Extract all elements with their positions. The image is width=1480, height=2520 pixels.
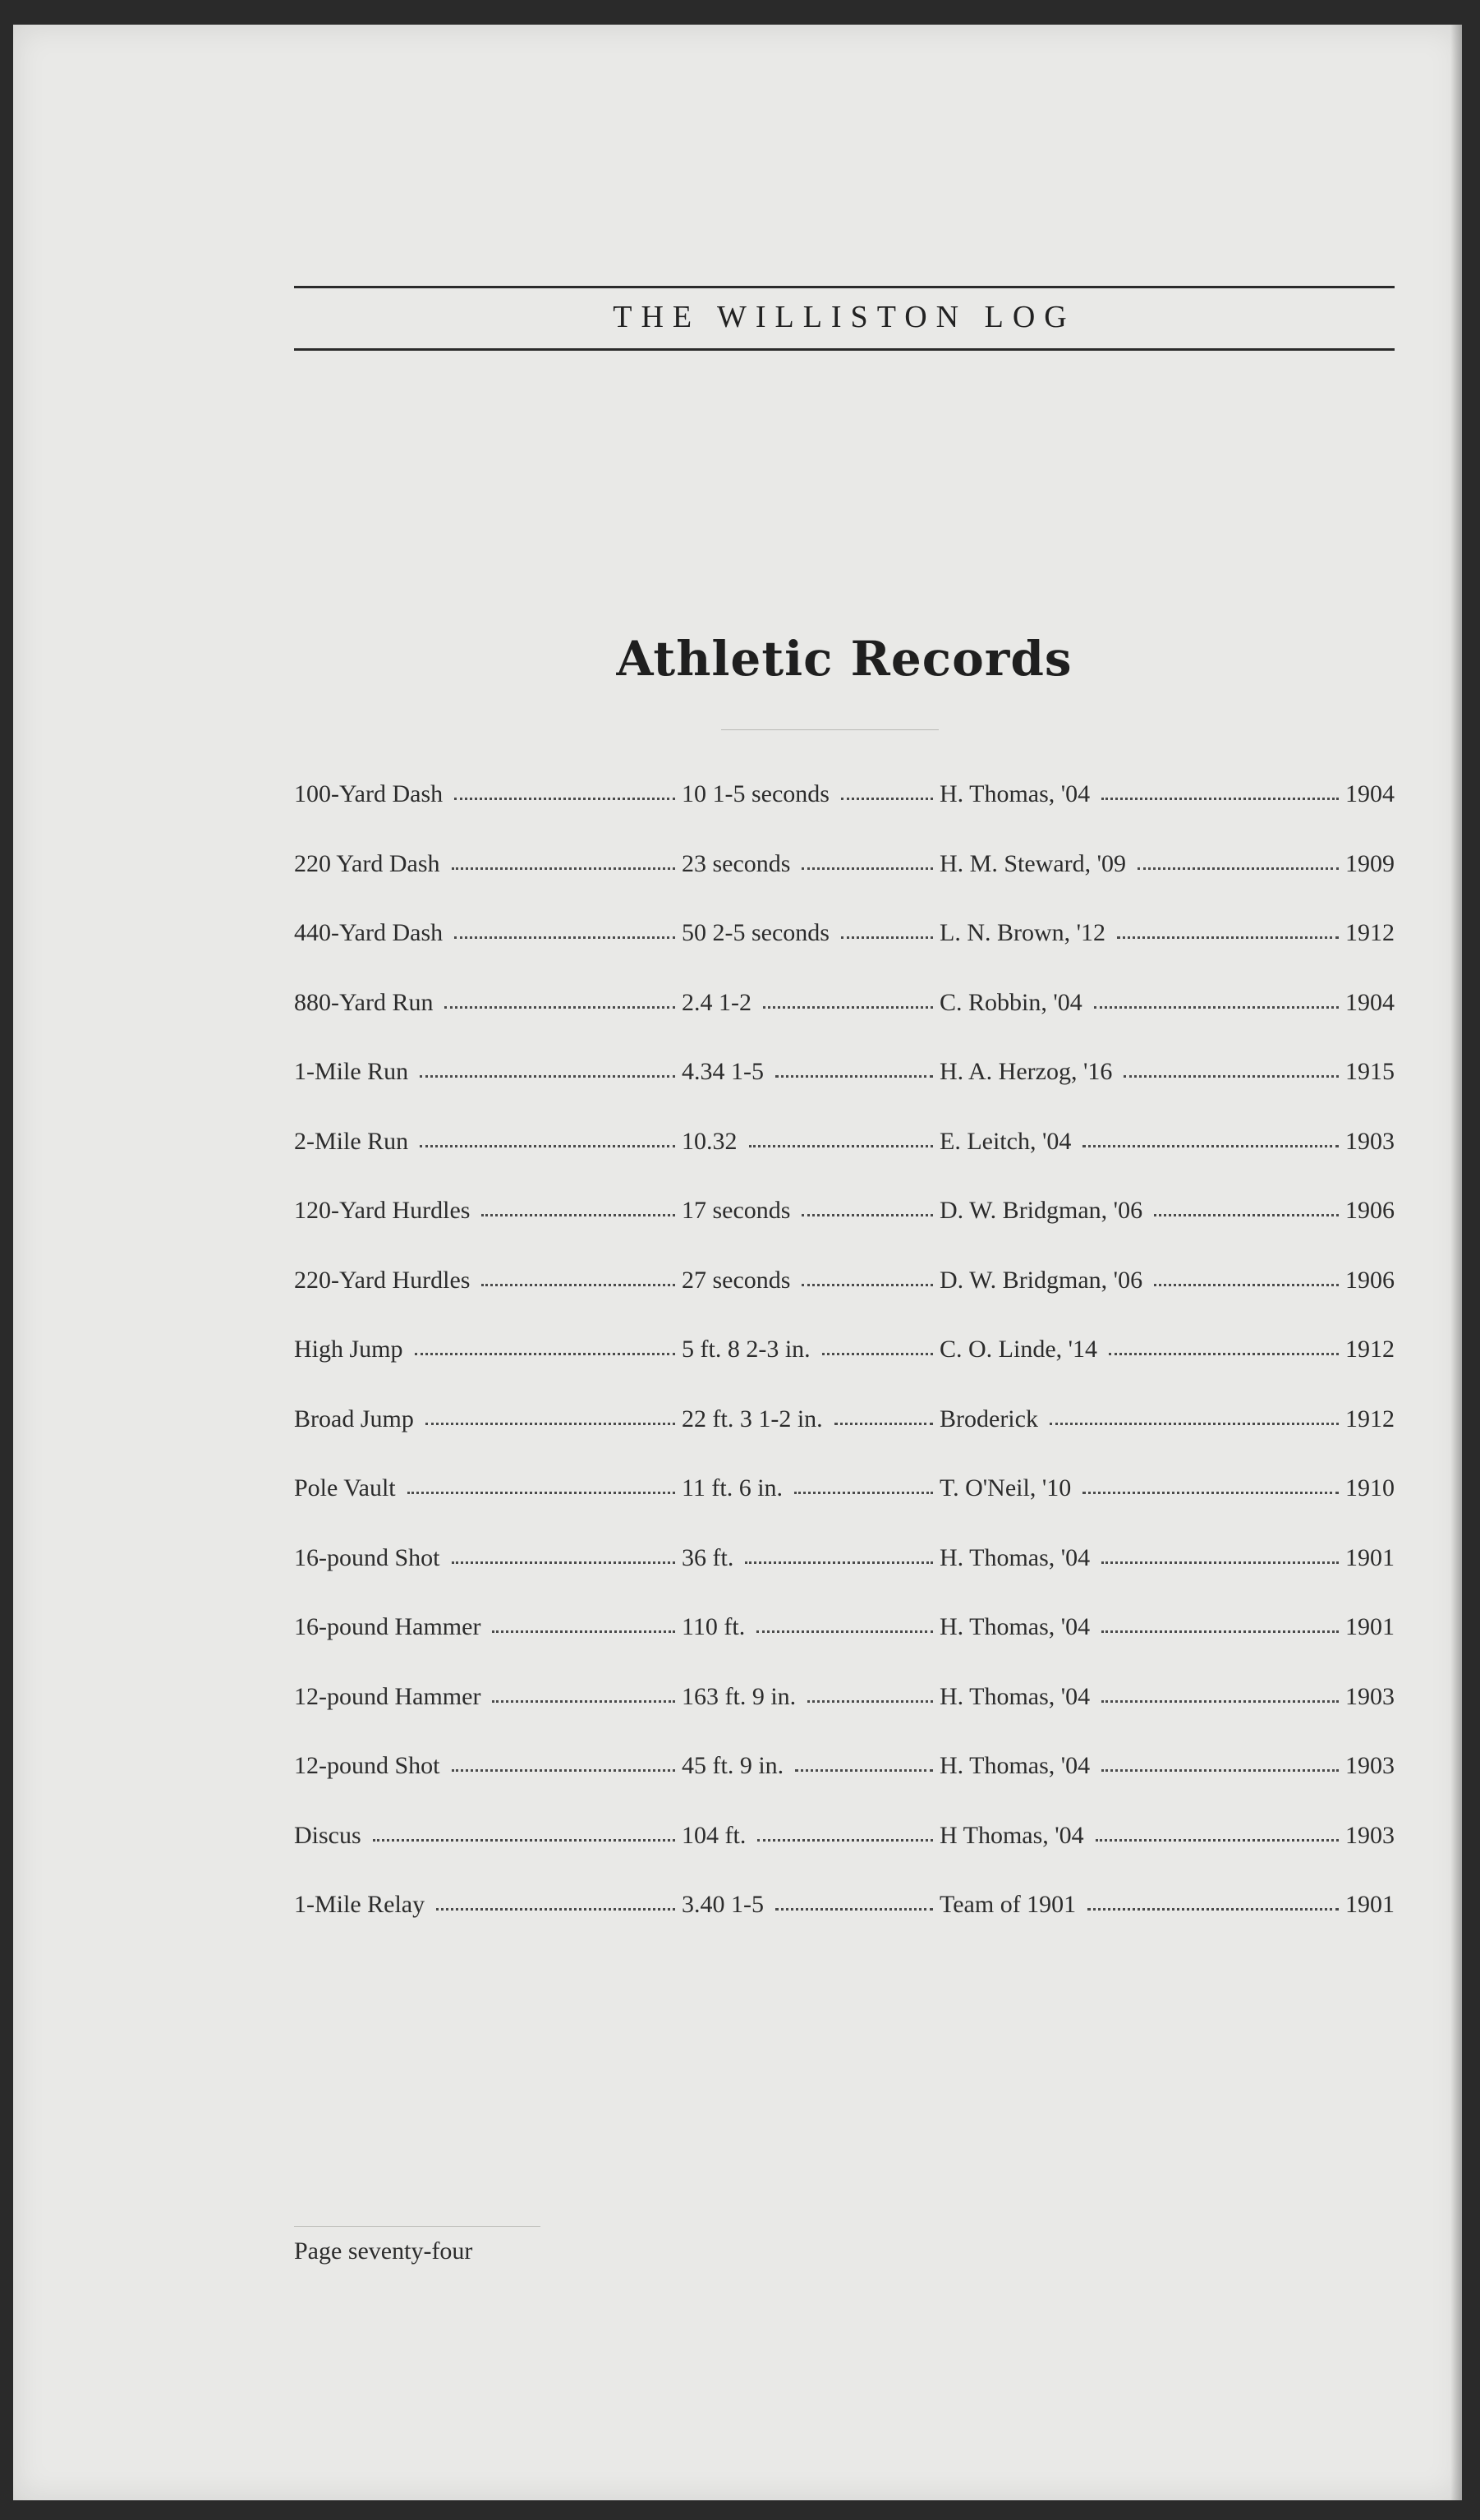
- record-holder: H. A. Herzog, '16: [940, 1058, 1113, 1085]
- running-head: THE WILLISTON LOG: [613, 300, 1076, 334]
- dot-leader: [436, 1908, 675, 1911]
- dot-leader: [757, 1839, 933, 1842]
- dot-leader: [841, 936, 933, 939]
- dot-leader: [420, 1145, 675, 1147]
- record-year: 1912: [1345, 1405, 1395, 1432]
- record-holder: Broderick: [940, 1405, 1038, 1432]
- record-value: 163 ft. 9 in.: [682, 1682, 797, 1710]
- record-value: 3.40 1-5: [682, 1891, 764, 1918]
- record-row: [294, 1752, 1395, 1822]
- record-value: 50 2-5 seconds: [682, 919, 830, 946]
- record-year: 1903: [1345, 1821, 1395, 1849]
- dot-leader: [841, 798, 933, 800]
- dot-leader: [425, 1423, 675, 1425]
- record-event: 1-Mile Relay: [294, 1891, 425, 1918]
- record-value: 17 seconds: [682, 1197, 791, 1224]
- record-year: 1903: [1345, 1752, 1395, 1779]
- record-year: 1906: [1345, 1197, 1395, 1224]
- record-year: 1903: [1345, 1682, 1395, 1710]
- record-holder: H. Thomas, '04: [940, 1543, 1091, 1571]
- dot-leader: [834, 1423, 933, 1425]
- record-year: 1915: [1345, 1058, 1395, 1085]
- record-value: 110 ft.: [682, 1613, 746, 1640]
- record-event: Discus: [294, 1821, 361, 1849]
- record-event: 440-Yard Dash: [294, 919, 444, 946]
- record-value: 27 seconds: [682, 1266, 791, 1294]
- dot-leader: [802, 1284, 933, 1286]
- dot-leader: [756, 1630, 933, 1633]
- record-value: 5 ft. 8 2-3 in.: [682, 1336, 811, 1363]
- dot-leader: [745, 1561, 933, 1564]
- record-year: 1904: [1345, 780, 1395, 807]
- dot-leader: [807, 1700, 933, 1703]
- record-event: 16-pound Shot: [294, 1543, 440, 1571]
- dot-leader: [1050, 1423, 1339, 1425]
- dot-leader: [1082, 1145, 1339, 1147]
- dot-leader: [420, 1075, 675, 1078]
- record-year: 1904: [1345, 988, 1395, 1016]
- dot-leader: [1101, 1769, 1339, 1772]
- record-event: 220-Yard Hurdles: [294, 1266, 471, 1294]
- record-holder: C. Robbin, '04: [940, 988, 1082, 1016]
- dot-leader: [454, 798, 675, 800]
- record-event: 880-Yard Run: [294, 988, 434, 1016]
- record-row: [294, 919, 1395, 989]
- dot-leader: [749, 1145, 933, 1147]
- record-event: 100-Yard Dash: [294, 780, 444, 807]
- record-row: [294, 1128, 1395, 1198]
- record-event: Pole Vault: [294, 1474, 396, 1501]
- record-holder: H. Thomas, '04: [940, 1752, 1091, 1779]
- record-holder: H Thomas, '04: [940, 1821, 1084, 1849]
- record-value: 4.34 1-5: [682, 1058, 764, 1085]
- dot-leader: [452, 1769, 675, 1772]
- dot-leader: [1109, 1353, 1339, 1355]
- record-event: 12-pound Hammer: [294, 1682, 481, 1710]
- dot-leader: [794, 1492, 933, 1494]
- dot-leader: [775, 1908, 933, 1911]
- record-value: 10.32: [682, 1127, 738, 1155]
- footer-rule: [294, 2226, 540, 2227]
- record-row: [294, 1891, 1395, 1961]
- record-row: [294, 1474, 1395, 1544]
- dot-leader: [1154, 1214, 1339, 1216]
- record-value: 2.4 1-2: [682, 988, 751, 1016]
- dot-leader: [1154, 1284, 1339, 1286]
- dot-leader: [763, 1006, 933, 1009]
- dot-leader: [795, 1769, 933, 1772]
- record-year: 1912: [1345, 919, 1395, 946]
- record-holder: D. W. Bridgman, '06: [940, 1266, 1143, 1294]
- record-value: 11 ft. 6 in.: [682, 1474, 784, 1501]
- record-row: [294, 1405, 1395, 1475]
- record-holder: H. M. Steward, '09: [940, 849, 1127, 877]
- record-event: 220 Yard Dash: [294, 849, 440, 877]
- dot-leader: [454, 936, 675, 939]
- record-row: [294, 1197, 1395, 1267]
- record-row: [294, 1058, 1395, 1128]
- dot-leader: [1117, 936, 1339, 939]
- dot-leader: [802, 1214, 933, 1216]
- records-table: [294, 780, 1395, 1961]
- dot-leader: [1096, 1839, 1339, 1842]
- dot-leader: [481, 1284, 675, 1286]
- record-year: 1901: [1345, 1613, 1395, 1640]
- dot-leader: [1101, 798, 1339, 800]
- record-holder: L. N. Brown, '12: [940, 919, 1106, 946]
- record-value: 45 ft. 9 in.: [682, 1752, 784, 1779]
- record-holder: H. Thomas, '04: [940, 1613, 1091, 1640]
- record-holder: H. Thomas, '04: [940, 1682, 1091, 1710]
- dot-leader: [1101, 1561, 1339, 1564]
- page-title: Athletic Records: [616, 631, 1073, 687]
- record-event: 12-pound Shot: [294, 1752, 440, 1779]
- dot-leader: [802, 867, 933, 870]
- record-row: [294, 989, 1395, 1059]
- record-value: 104 ft.: [682, 1821, 747, 1849]
- dot-leader: [452, 1561, 675, 1564]
- record-holder: Team of 1901: [940, 1891, 1077, 1918]
- header-rule-top: [294, 286, 1395, 288]
- record-year: 1903: [1345, 1127, 1395, 1155]
- dot-leader: [1094, 1006, 1339, 1009]
- dot-leader: [492, 1700, 675, 1703]
- header-rule-bottom: [294, 348, 1395, 351]
- record-row: [294, 1613, 1395, 1683]
- title-divider: [721, 729, 939, 730]
- record-row: [294, 1267, 1395, 1336]
- record-year: 1909: [1345, 849, 1395, 877]
- dot-leader: [373, 1839, 675, 1842]
- dot-leader: [822, 1353, 933, 1355]
- record-event: 120-Yard Hurdles: [294, 1197, 471, 1224]
- dot-leader: [1087, 1908, 1339, 1911]
- dot-leader: [1101, 1700, 1339, 1703]
- record-row: [294, 1544, 1395, 1614]
- record-year: 1910: [1345, 1474, 1395, 1501]
- dot-leader: [444, 1006, 675, 1009]
- document-page: [13, 25, 1462, 2500]
- record-row: [294, 1683, 1395, 1753]
- record-event: Broad Jump: [294, 1405, 414, 1432]
- record-event: 2-Mile Run: [294, 1127, 409, 1155]
- record-year: 1901: [1345, 1543, 1395, 1571]
- dot-leader: [452, 867, 675, 870]
- record-value: 23 seconds: [682, 849, 791, 877]
- dot-leader: [1138, 867, 1339, 870]
- record-event: 16-pound Hammer: [294, 1613, 481, 1640]
- record-year: 1906: [1345, 1266, 1395, 1294]
- page-number: Page seventy-four: [294, 2237, 473, 2265]
- dot-leader: [407, 1492, 675, 1494]
- record-holder: T. O'Neil, '10: [940, 1474, 1072, 1501]
- record-row: [294, 1822, 1395, 1892]
- record-holder: C. O. Linde, '14: [940, 1336, 1098, 1363]
- record-holder: D. W. Bridgman, '06: [940, 1197, 1143, 1224]
- record-value: 10 1-5 seconds: [682, 780, 830, 807]
- dot-leader: [1101, 1630, 1339, 1633]
- record-event: High Jump: [294, 1336, 403, 1363]
- record-row: [294, 780, 1395, 850]
- record-value: 36 ft.: [682, 1543, 734, 1571]
- dot-leader: [1082, 1492, 1339, 1494]
- record-value: 22 ft. 3 1-2 in.: [682, 1405, 823, 1432]
- dot-leader: [492, 1630, 675, 1633]
- record-holder: H. Thomas, '04: [940, 780, 1091, 807]
- record-year: 1901: [1345, 1891, 1395, 1918]
- record-year: 1912: [1345, 1336, 1395, 1363]
- dot-leader: [1124, 1075, 1339, 1078]
- record-holder: E. Leitch, '04: [940, 1127, 1072, 1155]
- dot-leader: [481, 1214, 675, 1216]
- dot-leader: [775, 1075, 933, 1078]
- record-row: [294, 1336, 1395, 1405]
- record-row: [294, 850, 1395, 920]
- record-event: 1-Mile Run: [294, 1058, 409, 1085]
- dot-leader: [415, 1353, 675, 1355]
